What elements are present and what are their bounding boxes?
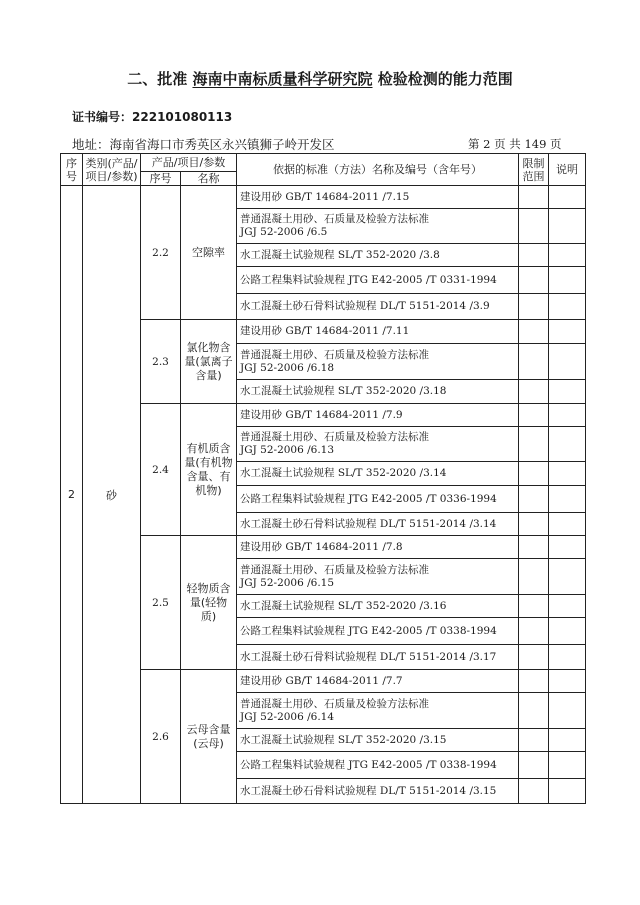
limit-cell [519,670,549,693]
note-cell [549,693,586,729]
standard-cell [237,427,519,462]
standard-text: 普通混凝土用砂、石质量及检验方法标准 JGJ 52-2006 /6.5 [240,213,430,238]
header-note: 说明 [549,154,586,186]
limit-cell [519,186,549,209]
standard-cell [237,693,519,729]
standard-cell [237,380,519,404]
limit-cell [519,244,549,267]
title-prefix: 二、批准 [127,70,193,88]
item-name: 氯化物含量(氯离子含量) [181,320,237,404]
item-name: 空隙率 [181,186,237,320]
standard-cell [237,320,519,344]
standard-cell [237,294,519,320]
note-cell [549,513,586,536]
limit-cell [519,618,549,645]
item-seq: 2.6 [141,670,181,804]
standard-cell [237,404,519,427]
standard-text: 建设用砂 GB/T 14684-2011 /7.15 [240,190,410,203]
limit-cell [519,513,549,536]
limit-cell [519,693,549,729]
standard-cell [237,536,519,559]
standard-text: 水工混凝土试验规程 SL/T 352-2020 /3.14 [240,467,447,479]
limit-cell [519,462,549,486]
standard-text: 水工混凝土试验规程 SL/T 352-2020 /3.15 [240,733,447,746]
limit-cell [519,427,549,462]
limit-cell [519,380,549,404]
standard-cell [237,559,519,595]
limit-cell [519,320,549,344]
item-seq: 2.3 [141,320,181,404]
note-cell [549,779,586,804]
standard-cell [237,618,519,645]
title-suffix: 检验检测的能力范围 [372,70,513,88]
standard-cell [237,595,519,618]
standard-cell [237,752,519,779]
item-seq: 2.2 [141,186,181,320]
address [72,135,335,153]
note-cell [549,536,586,559]
standard-text: 建设用砂 GB/T 14684-2011 /7.9 [240,408,403,421]
header-limit: 限制范围 [519,154,549,186]
limit-cell [519,779,549,804]
limit-cell [519,486,549,513]
note-cell [549,462,586,486]
table-row [61,186,586,209]
note-cell [549,320,586,344]
limit-cell [519,559,549,595]
header-item-group: 产品/项目/参数 [141,154,237,172]
note-cell [549,404,586,427]
capability-table [60,153,586,804]
limit-cell [519,344,549,380]
row-seq: 2 [61,186,83,804]
limit-cell [519,404,549,427]
note-cell [549,559,586,595]
note-cell [549,267,586,294]
note-cell [549,645,586,670]
standard-text: 水工混凝土砂石骨料试验规程 DL/T 5151-2014 /3.14 [240,517,497,530]
note-cell [549,344,586,380]
standard-cell [237,729,519,752]
item-seq: 2.5 [141,536,181,670]
note-cell [549,595,586,618]
standard-cell [237,645,519,670]
note-cell [549,244,586,267]
standard-text: 公路工程集料试验规程 JTG E42-2005 /T 0336-1994 [240,492,497,505]
certificate-number [72,108,232,125]
header-item-name: 名称 [181,172,237,186]
address-label: 地址： [72,137,110,152]
standard-cell [237,462,519,486]
limit-cell [519,209,549,244]
standard-text: 普通混凝土用砂、石质量及检验方法标准 JGJ 52-2006 /6.15 [240,563,430,589]
header-item-seq: 序号 [141,172,181,186]
address-value: 海南省海口市秀英区永兴镇狮子岭开发区 [109,137,335,152]
limit-cell [519,267,549,294]
limit-cell [519,729,549,752]
standard-cell [237,244,519,267]
note-cell [549,380,586,404]
standard-text: 公路工程集料试验规程 JTG E42-2005 /T 0338-1994 [240,758,497,771]
standard-cell [237,779,519,804]
standard-text: 建设用砂 GB/T 14684-2011 /7.11 [240,325,410,337]
note-cell [549,729,586,752]
page-info: 第 2 页 共 149 页 [468,137,562,151]
standard-text: 建设用砂 GB/T 14684-2011 /7.8 [240,540,403,553]
standard-cell [237,267,519,294]
header-seq: 序号 [61,154,83,186]
organization-name: 海南中南标质量科学研究院 [192,70,373,88]
standard-cell [237,670,519,693]
header-standard: 依据的标准（方法）名称及编号（含年号） [237,154,519,186]
note-cell [549,427,586,462]
cert-label: 证书编号： [72,110,133,124]
standard-text: 水工混凝土试验规程 SL/T 352-2020 /3.18 [240,385,447,397]
item-name: 轻物质含量(轻物质) [181,536,237,670]
table-body [61,186,586,804]
header-category: 类别(产品/项目/参数) [83,154,141,186]
standard-text: 普通混凝土用砂、石质量及检验方法标准 JGJ 52-2006 /6.14 [240,697,430,723]
note-cell [549,294,586,320]
standard-cell [237,513,519,536]
standard-text: 水工混凝土砂石骨料试验规程 DL/T 5151-2014 /3.9 [240,300,490,312]
header-row [61,154,586,172]
standard-text: 普通混凝土用砂、石质量及检验方法标准 JGJ 52-2006 /6.18 [240,348,430,374]
cert-value: 222101080113 [132,110,233,124]
note-cell [549,670,586,693]
item-name: 云母含量(云母) [181,670,237,804]
item-name: 有机质含量(有机物含量、有机物) [181,404,237,536]
note-cell [549,752,586,779]
limit-cell [519,595,549,618]
standard-text: 建设用砂 GB/T 14684-2011 /7.7 [240,674,403,687]
limit-cell [519,645,549,670]
note-cell [549,618,586,645]
standard-text: 水工混凝土砂石骨料试验规程 DL/T 5151-2014 /3.17 [240,650,497,663]
standard-cell [237,209,519,244]
standard-text: 水工混凝土砂石骨料试验规程 DL/T 5151-2014 /3.15 [240,784,497,797]
standard-cell [237,486,519,513]
standard-text: 公路工程集料试验规程 JTG E42-2005 /T 0331-1994 [240,273,497,286]
standard-cell [237,344,519,380]
standard-text: 水工混凝土试验规程 SL/T 352-2020 /3.8 [240,248,440,261]
limit-cell [519,752,549,779]
page-title [0,68,640,89]
limit-cell [519,294,549,320]
limit-cell [519,536,549,559]
standard-text: 公路工程集料试验规程 JTG E42-2005 /T 0338-1994 [240,624,497,637]
note-cell [549,486,586,513]
standard-cell [237,186,519,209]
standard-text: 水工混凝土试验规程 SL/T 352-2020 /3.16 [240,599,447,612]
row-category: 砂 [83,186,141,804]
note-cell [549,186,586,209]
standard-text: 普通混凝土用砂、石质量及检验方法标准 JGJ 52-2006 /6.13 [240,431,430,456]
item-seq: 2.4 [141,404,181,536]
note-cell [549,209,586,244]
